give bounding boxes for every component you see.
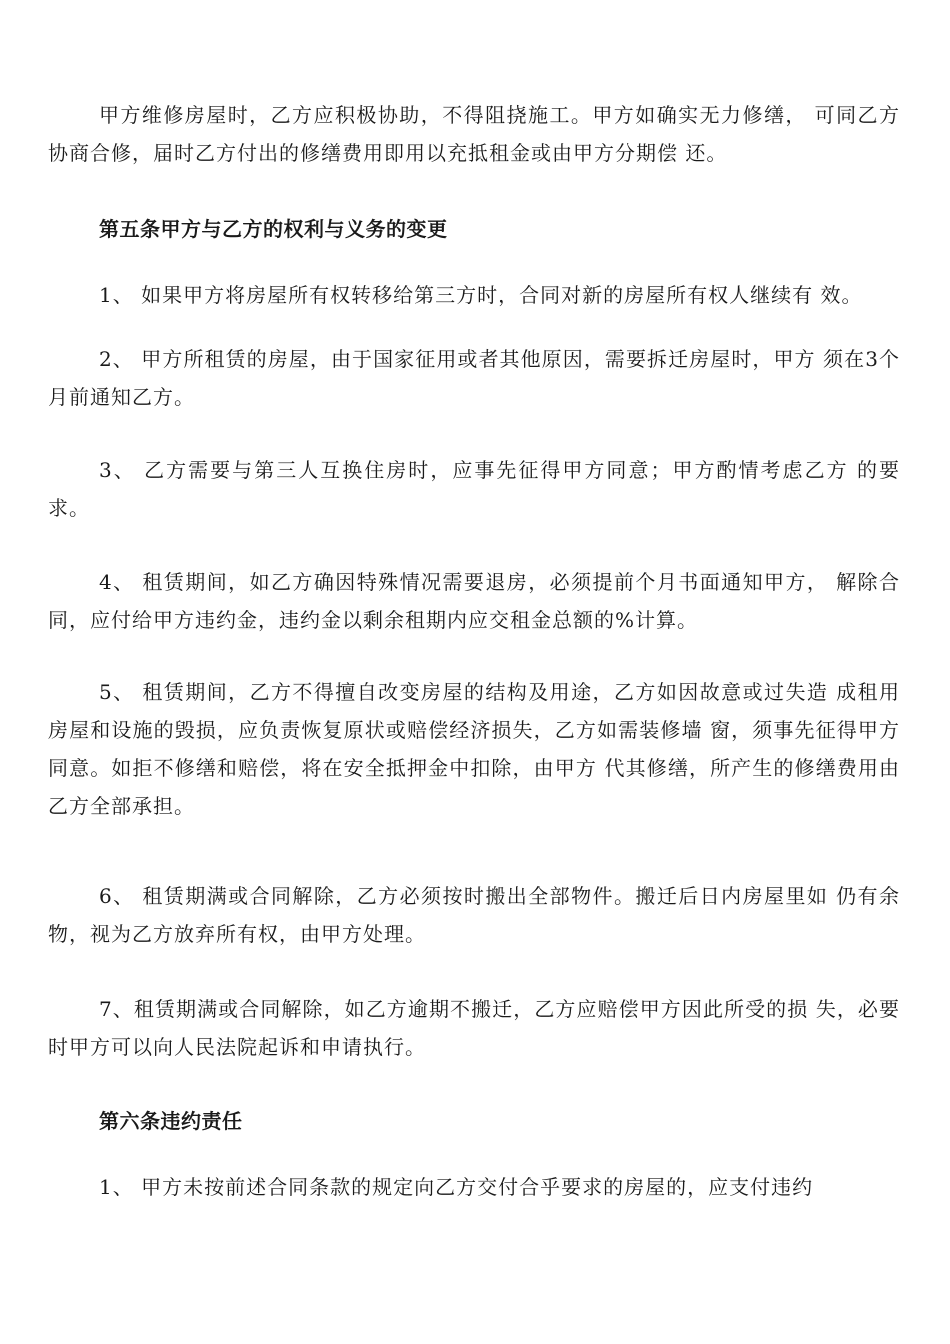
clause-5-3: 3、 乙方需要与第三人互换住房时，应事先征得甲方同意；甲方酌情考虑乙方 的要求。 xyxy=(48,458,900,520)
clause-5-6: 6、 租赁期满或合同解除，乙方必须按时搬出全部物件。搬迁后日内房屋里如 仍有余物，视为乙方放弃所有权，由甲方处理。 xyxy=(48,884,900,946)
clause-5-5: 5、 租赁期间，乙方不得擅自改变房屋的结构及用途，乙方如因故意或过失造 成租用房屋和设施的毁损，应负责恢复原状或赔偿经济损失，乙方如需装修墙 窗，须事先征得甲方同意。如拒不修缮和赔偿，将在安全抵押金中扣除，由甲方 代其修缮，所产生的修缮费用由乙方全部承担。 xyxy=(48,680,900,818)
section-heading-article-5: 第五条甲方与乙方的权利与义务的变更 xyxy=(99,217,448,241)
clause-5-2: 2、 甲方所租赁的房屋，由于国家征用或者其他原因，需要拆迁房屋时，甲方 须在3个月前通知乙方。 xyxy=(48,347,900,409)
clause-5-4: 4、 租赁期间，如乙方确因特殊情况需要退房，必须提前个月书面通知甲方， 解除合同，应付给甲方违约金，违约金以剩余租期内应交租金总额的%计算。 xyxy=(48,570,900,632)
clause-5-1: 1、 如果甲方将房屋所有权转移给第三方时，合同对新的房屋所有权人继续有 效。 xyxy=(99,283,863,307)
clause-5-7: 7、租赁期满或合同解除，如乙方逾期不搬迁，乙方应赔偿甲方因此所受的损 失，必要时甲方可以向人民法院起诉和申请执行。 xyxy=(48,997,900,1059)
section-heading-article-6: 第六条违约责任 xyxy=(99,1109,243,1133)
clause-6-1: 1、 甲方未按前述合同条款的规定向乙方交付合乎要求的房屋的，应支付违约 xyxy=(99,1175,814,1199)
paragraph-repair-cooperation: 甲方维修房屋时，乙方应积极协助，不得阻挠施工。甲方如确实无力修缮， 可同乙方协商合修，届时乙方付出的修缮费用即用以充抵租金或由甲方分期偿 还。 xyxy=(48,103,900,165)
